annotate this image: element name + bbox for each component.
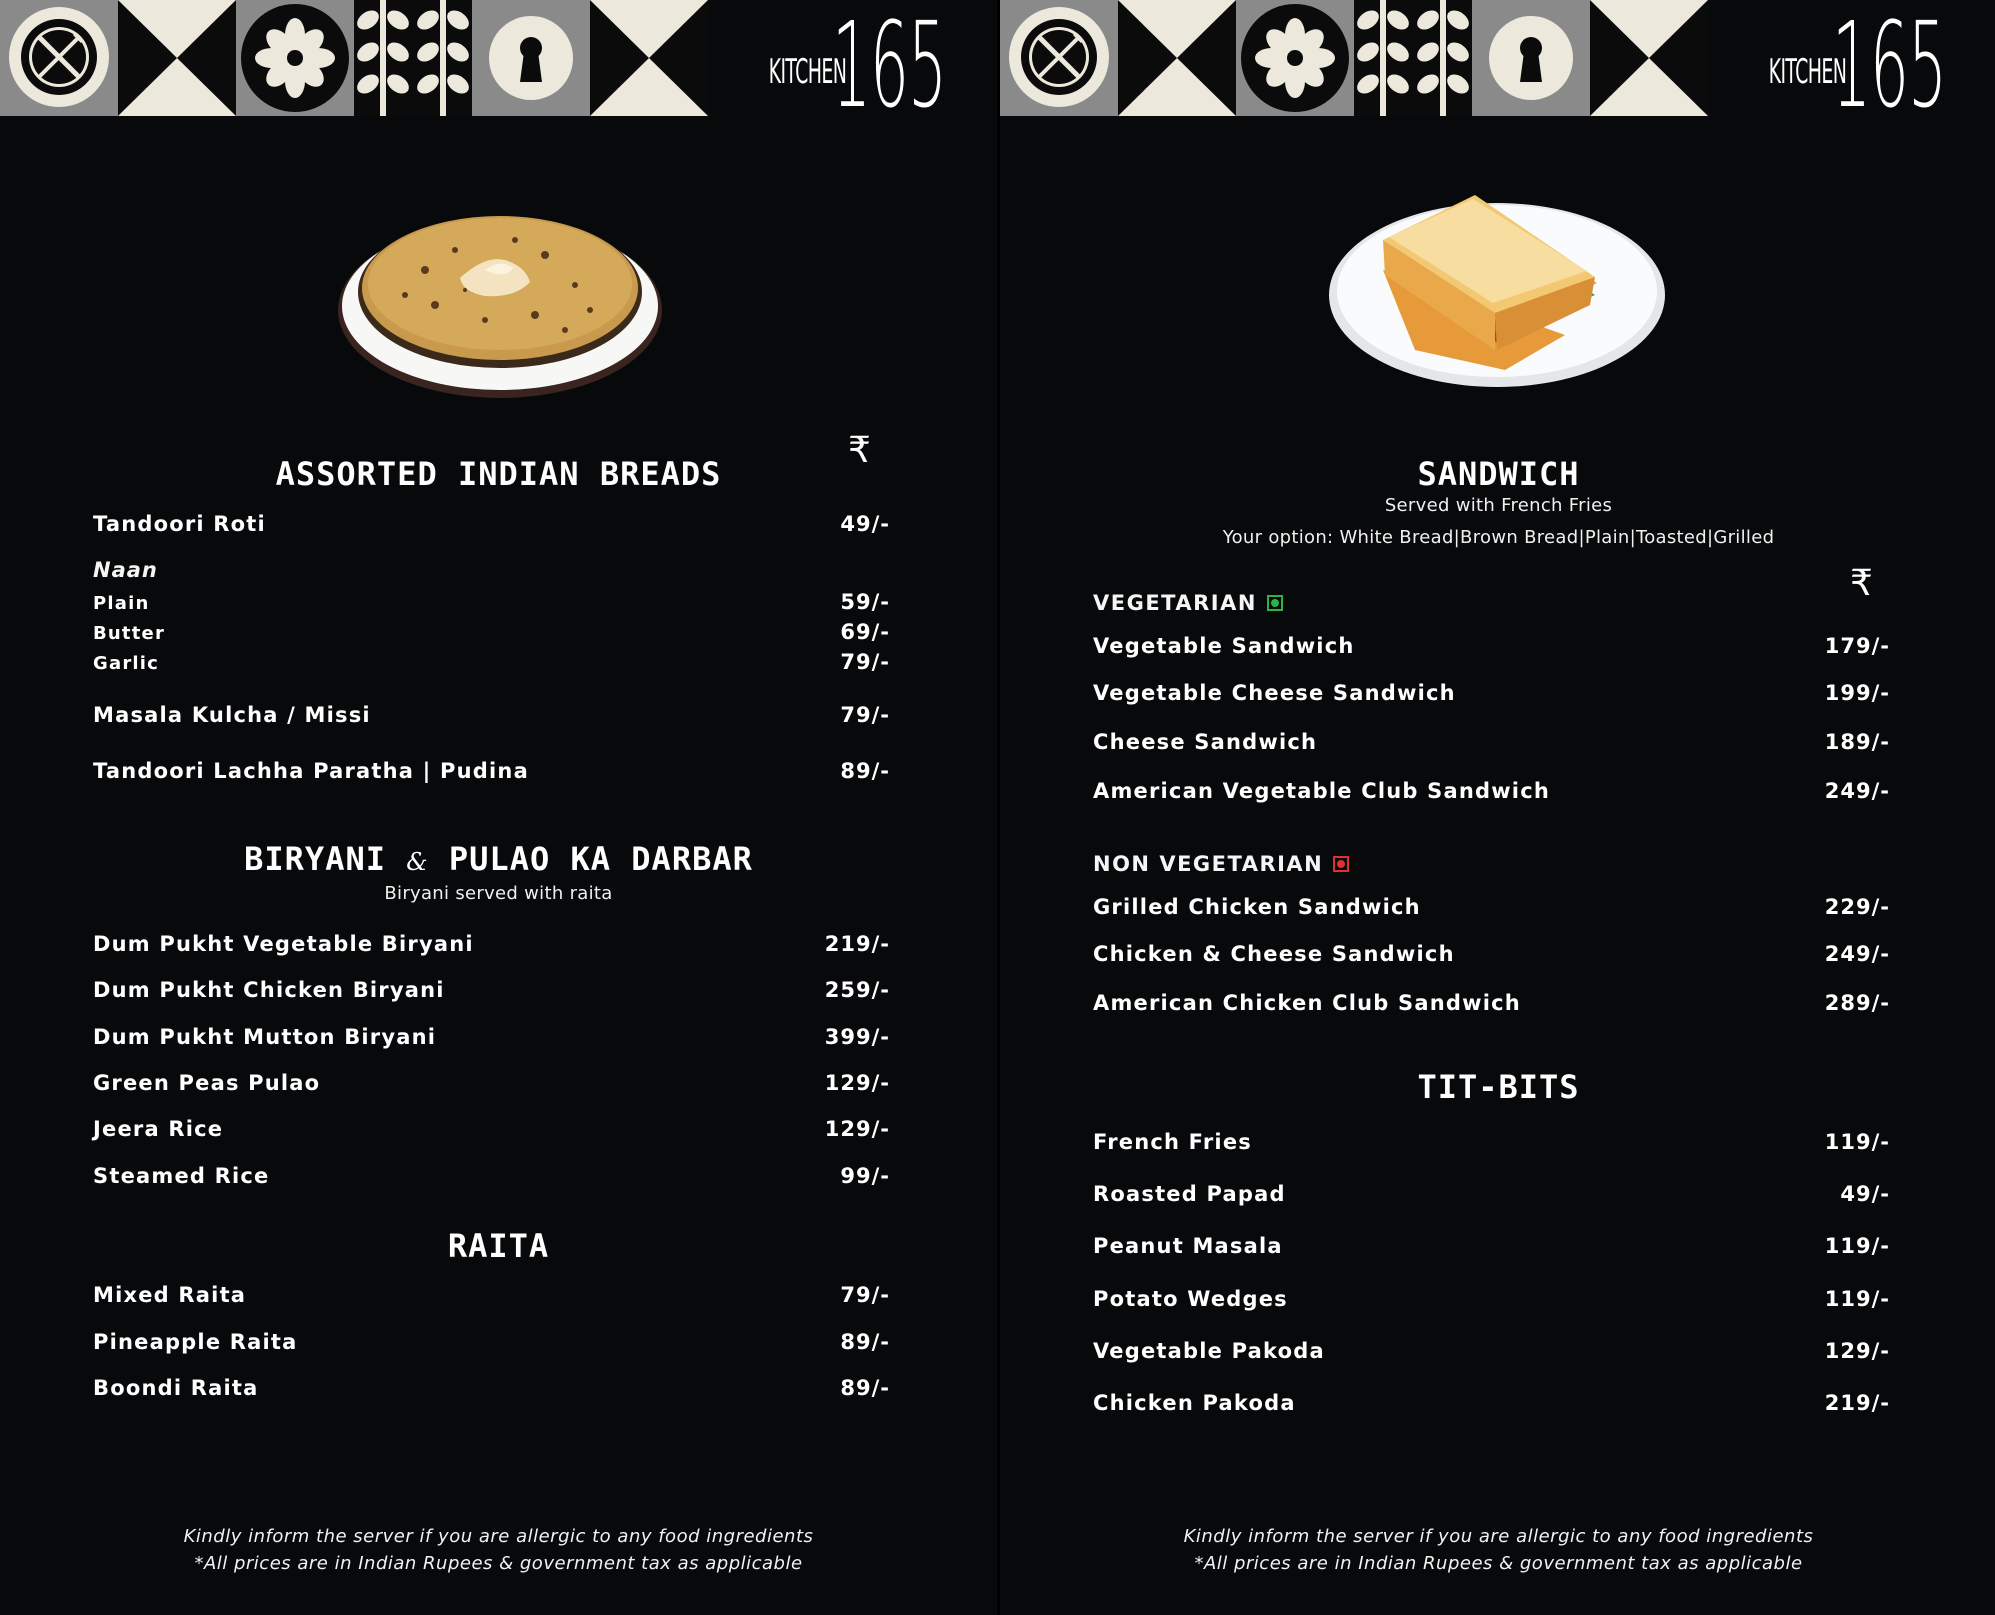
- tax-note: *All prices are in Indian Rupees & government tax as applicable: [194, 1553, 803, 1574]
- menu-item: Vegetable Pakoda 129/-: [1093, 1339, 1890, 1363]
- breads-title: ASSORTED INDIAN BREADS: [275, 455, 722, 493]
- menu-item: Mixed Raita 79/-: [93, 1283, 890, 1307]
- leaf-pattern: [1354, 0, 1472, 116]
- allergy-note: Kindly inform the server if you are allergic to any food ingredients: [1183, 1526, 1814, 1547]
- sandwich-subtitle: Served with French Fries: [1384, 495, 1613, 516]
- menu-item: Vegetable Sandwich 179/-: [1093, 634, 1890, 658]
- allergy-note: Kindly inform the server if you are allergic to any food ingredients: [183, 1526, 814, 1547]
- menu-item: Tandoori Roti 49/-: [93, 512, 890, 536]
- hourglass-pattern: [118, 0, 236, 116]
- menu-page-left: [0, 0, 997, 1615]
- sandwich-title: SANDWICH: [1417, 455, 1580, 493]
- menu-item: Garlic 79/-: [93, 650, 890, 674]
- brand-number: 165: [832, 0, 947, 134]
- menu-item: French Fries 119/-: [1093, 1130, 1890, 1154]
- header-pattern: [0, 0, 710, 116]
- nonveg-indicator-icon: [1333, 856, 1349, 872]
- naan-label: Naan: [93, 558, 158, 582]
- currency-symbol: ₹: [848, 430, 871, 471]
- hourglass-pattern: [590, 0, 708, 116]
- titbits-title: TIT-BITS: [1417, 1068, 1580, 1106]
- brand-logo: [721, 0, 947, 134]
- menu-item: Tandoori Lachha Paratha | Pudina 89/-: [93, 759, 890, 783]
- roti-plate-image: [335, 200, 667, 400]
- menu-item: Vegetable Cheese Sandwich 199/-: [1093, 681, 1890, 705]
- menu-item: Potato Wedges 119/-: [1093, 1287, 1890, 1311]
- brand-word: KITCHEN: [1768, 52, 1846, 92]
- menu-item: Pineapple Raita 89/-: [93, 1330, 890, 1354]
- footer-note: [0, 1523, 997, 1577]
- brand-logo: [1721, 0, 1947, 134]
- brand-word: KITCHEN: [768, 52, 846, 92]
- menu-item: Plain 59/-: [93, 590, 890, 614]
- menu-item: Steamed Rice 99/-: [93, 1164, 890, 1188]
- tax-note: *All prices are in Indian Rupees & government tax as applicable: [1194, 1553, 1803, 1574]
- menu-item: Peanut Masala 119/-: [1093, 1234, 1890, 1258]
- menu-item: Green Peas Pulao 129/-: [93, 1071, 890, 1095]
- brand-number: 165: [1832, 0, 1947, 134]
- currency-symbol: ₹: [1850, 563, 1873, 604]
- menu-item: Grilled Chicken Sandwich 229/-: [1093, 895, 1890, 919]
- veg-label: VEGETARIAN: [1093, 591, 1283, 615]
- sandwich-plate-image: [1325, 185, 1670, 395]
- menu-item: Boondi Raita 89/-: [93, 1376, 890, 1400]
- leaf-pattern: [354, 0, 472, 116]
- hourglass-pattern: [1118, 0, 1236, 116]
- menu-item: Chicken & Cheese Sandwich 249/-: [1093, 942, 1890, 966]
- biryani-title: BIRYANI & PULAO KA DARBAR: [244, 840, 753, 878]
- veg-indicator-icon: [1267, 595, 1283, 611]
- keyhole-icon: [472, 0, 590, 116]
- plate-fork-knife-icon: [1000, 0, 1118, 116]
- header-pattern: [1000, 0, 1710, 116]
- menu-page-right: [1000, 0, 1995, 1615]
- menu-item: American Chicken Club Sandwich 289/-: [1093, 991, 1890, 1015]
- plate-fork-knife-icon: [0, 0, 118, 116]
- menu-item: Roasted Papad 49/-: [1093, 1182, 1890, 1206]
- sandwich-options: Your option: White Bread|Brown Bread|Plain|Toasted|Grilled: [1222, 527, 1775, 548]
- menu-item: Butter 69/-: [93, 620, 890, 644]
- keyhole-icon: [1472, 0, 1590, 116]
- menu-item: Cheese Sandwich 189/-: [1093, 730, 1890, 754]
- nonveg-label: NON VEGETARIAN: [1093, 852, 1349, 876]
- flower-icon: [1236, 0, 1354, 116]
- raita-title: RAITA: [447, 1227, 550, 1265]
- footer-note: [1000, 1523, 1995, 1577]
- hourglass-pattern: [1590, 0, 1708, 116]
- menu-item: American Vegetable Club Sandwich 249/-: [1093, 779, 1890, 803]
- menu-item: Dum Pukht Mutton Biryani 399/-: [93, 1025, 890, 1049]
- menu-item: Masala Kulcha / Missi 79/-: [93, 703, 890, 727]
- menu-item: Chicken Pakoda 219/-: [1093, 1391, 1890, 1415]
- menu-item: Dum Pukht Chicken Biryani 259/-: [93, 978, 890, 1002]
- menu-item: Dum Pukht Vegetable Biryani 219/-: [93, 932, 890, 956]
- menu-item: Jeera Rice 129/-: [93, 1117, 890, 1141]
- biryani-subtitle: Biryani served with raita: [384, 883, 613, 904]
- flower-icon: [236, 0, 354, 116]
